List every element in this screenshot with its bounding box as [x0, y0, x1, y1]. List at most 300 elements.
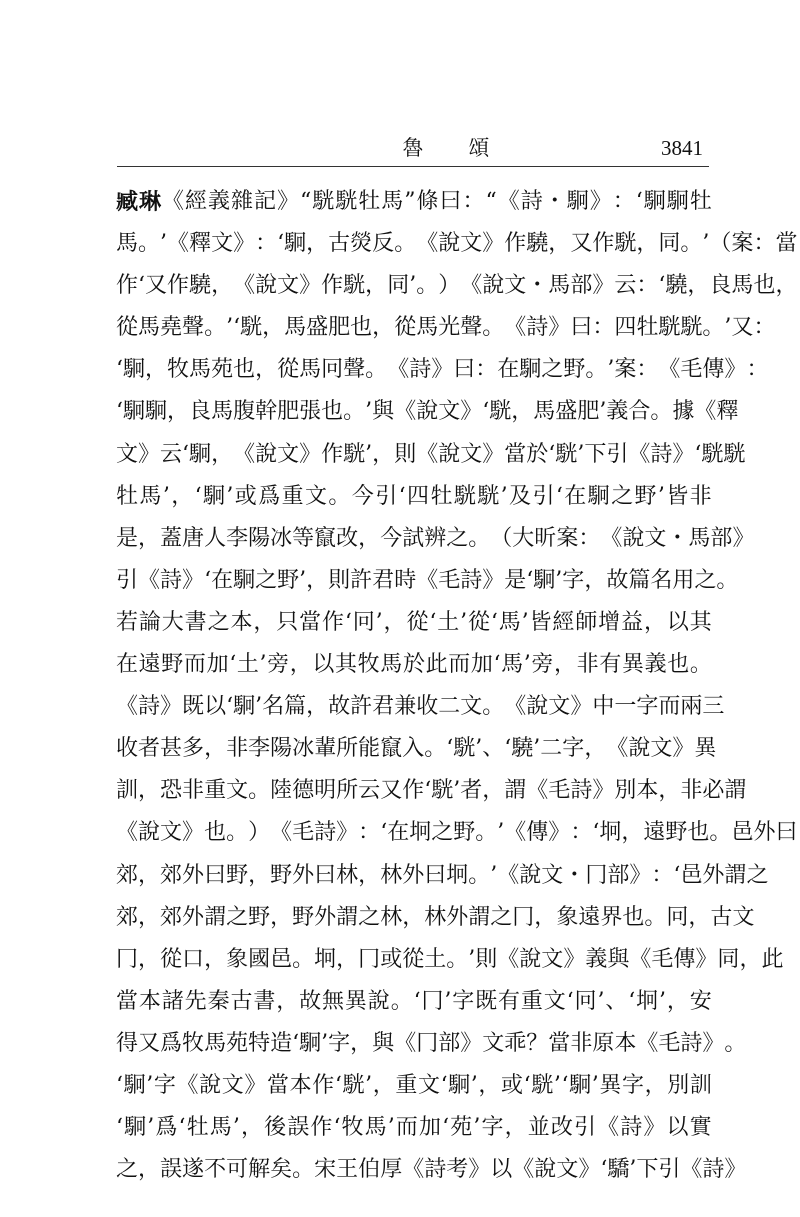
character: 厚 [380, 1157, 403, 1183]
character: ’ [521, 609, 529, 635]
character: ， [478, 1072, 501, 1098]
character: 《 [176, 1072, 199, 1098]
character: 野 [634, 483, 657, 509]
character: 冋 [574, 988, 597, 1014]
character: ： [612, 189, 635, 214]
character: 之 [490, 904, 513, 930]
character: 竄 [380, 736, 403, 762]
character: 而 [658, 694, 681, 720]
character: 文 [556, 1157, 579, 1183]
character: 《 [497, 946, 520, 972]
character: ’ [599, 399, 607, 425]
character: 。 [328, 483, 351, 509]
character: ， [643, 609, 666, 635]
character: 異 [599, 1072, 622, 1098]
character: 篇 [628, 567, 651, 593]
character: 駉 [566, 189, 589, 214]
character: 駉 [123, 1072, 146, 1098]
character: 既 [182, 694, 205, 720]
character: 》 [563, 946, 586, 972]
character: ” [404, 189, 416, 214]
character: ‘ [226, 694, 234, 720]
character: 外 [292, 862, 315, 888]
character: 》 [629, 862, 652, 888]
character: ‘ [116, 357, 123, 383]
character: ‘ [446, 736, 454, 762]
text-line [116, 686, 725, 728]
character: 人 [204, 525, 227, 551]
character: 一 [614, 694, 637, 720]
character: 只 [276, 609, 299, 635]
character: 》 [460, 1030, 483, 1056]
character: 說 [199, 1072, 222, 1098]
character: 》 [182, 820, 205, 846]
character: 》 [695, 946, 718, 972]
character: 也 [687, 820, 710, 846]
character: 而 [448, 652, 471, 678]
character: ‘ [116, 399, 123, 425]
character: 四 [614, 315, 637, 341]
character: ： [570, 820, 593, 846]
character: 字 [452, 988, 475, 1014]
character: ， [171, 483, 194, 509]
character: 重 [204, 778, 227, 804]
character: ’ [497, 820, 505, 846]
character: 文 [482, 1030, 505, 1056]
text-line [116, 307, 776, 349]
character: 。 [394, 231, 417, 257]
character: ‘ [334, 1072, 342, 1098]
character: 收 [116, 736, 139, 762]
character: 釋 [189, 231, 212, 257]
character: 作 [312, 1072, 335, 1098]
character: 王 [336, 1157, 359, 1183]
character: 遂 [182, 1157, 205, 1183]
character: 四 [407, 483, 430, 509]
character: 是 [504, 567, 527, 593]
character: 文 [305, 483, 328, 509]
character: 土 [424, 946, 447, 972]
character: 謂 [204, 904, 227, 930]
character: ‘ [592, 820, 600, 846]
character: ’ [724, 315, 732, 341]
character: 爲 [258, 483, 281, 509]
character: 謂 [336, 904, 359, 930]
character: 本 [636, 778, 659, 804]
character: 駉 [123, 357, 146, 383]
character: 字 [481, 1115, 504, 1141]
character: 異 [344, 988, 367, 1014]
character: ‘ [424, 778, 432, 804]
character: 引 [116, 567, 139, 593]
character: 謂 [468, 904, 491, 930]
character: 《 [116, 820, 139, 846]
character: 經 [185, 189, 208, 214]
character: 傳 [526, 820, 549, 846]
character: 重 [281, 483, 304, 509]
character: ‘ [194, 483, 202, 509]
character: 遠 [643, 820, 666, 846]
character: 《 [167, 231, 190, 257]
character: 文 [460, 441, 483, 467]
character: 今 [351, 483, 374, 509]
text-line [116, 181, 712, 223]
character: 野 [453, 820, 476, 846]
character: ‘ [482, 399, 490, 425]
character: 《 [680, 1157, 703, 1183]
character: 牡 [636, 315, 659, 341]
character: ‘ [493, 652, 501, 678]
character: 竄 [314, 525, 337, 551]
character: 以 [666, 1115, 689, 1141]
character: ‘ [694, 441, 702, 467]
character: ’ [226, 483, 234, 509]
character: ’ [500, 483, 508, 509]
character: ， [666, 988, 689, 1014]
character: 冂 [512, 904, 535, 930]
character: 口 [182, 946, 205, 972]
character: ‘ [555, 483, 563, 509]
character: ‘ [333, 1115, 341, 1141]
character: 《 [233, 441, 256, 467]
character: ： [462, 189, 485, 214]
character: 爲 [160, 1030, 183, 1056]
character: 馬 [139, 483, 162, 509]
character: 作 [321, 441, 344, 467]
character: 苑 [450, 1115, 473, 1141]
character: 在 [387, 820, 410, 846]
character: 在 [211, 567, 234, 593]
character: 則 [394, 441, 417, 467]
character: 非 [570, 1030, 593, 1056]
character: 增 [598, 609, 621, 635]
text-line [116, 644, 712, 686]
text-line [116, 1023, 747, 1065]
text-line [116, 223, 798, 265]
character: 曰 [314, 862, 337, 888]
character: ， [358, 862, 381, 888]
character: ‘ [548, 441, 556, 467]
character: 文 [211, 231, 234, 257]
character: 引 [375, 483, 398, 509]
character: ’ [387, 1115, 395, 1141]
character: 以 [204, 694, 227, 720]
character: 《 [526, 778, 549, 804]
character: 馬 [381, 189, 404, 214]
character: 文 [460, 231, 483, 257]
character: 名 [650, 567, 673, 593]
character: 良 [189, 399, 212, 425]
character: 之 [207, 609, 230, 635]
character: 馬 [380, 652, 403, 678]
character: 說 [534, 1157, 557, 1183]
character: 冋 [352, 609, 375, 635]
character: 許 [350, 567, 373, 593]
character: 曰 [775, 820, 798, 846]
character: 駉 [233, 694, 256, 720]
character: 說 [367, 988, 390, 1014]
character: 野 [226, 862, 249, 888]
character: 《 [694, 399, 717, 425]
character: 驍 [526, 231, 549, 257]
character: 牧 [167, 357, 190, 383]
character: ， [644, 1072, 667, 1098]
character: 部 [438, 1030, 461, 1056]
character: 篇 [284, 694, 307, 720]
character: 《 [270, 820, 293, 846]
character: 不 [204, 1157, 227, 1183]
character: ， [548, 231, 571, 257]
character: 收 [416, 694, 439, 720]
character: 野 [292, 904, 315, 930]
character: 兼 [394, 694, 417, 720]
character: ’ [365, 1072, 373, 1098]
character: ’ [657, 483, 665, 509]
character: 駉 [587, 483, 610, 509]
character: ’ [460, 609, 468, 635]
character: 伯 [358, 1157, 381, 1183]
character: 《 [416, 231, 439, 257]
character: ， [658, 778, 681, 804]
character: 文 [504, 273, 527, 299]
character: 又 [138, 1030, 161, 1056]
character: 義 [208, 189, 231, 214]
page-number: 3841 [661, 136, 703, 160]
character: （ [709, 231, 732, 257]
character: ， [306, 231, 329, 257]
character: 大 [161, 609, 184, 635]
character: ， [255, 357, 278, 383]
character: 文 [438, 399, 461, 425]
character: ‘ [229, 652, 237, 678]
character: 當 [266, 1072, 289, 1098]
character: 於 [526, 441, 549, 467]
character: 《 [658, 357, 681, 383]
character: 本 [289, 1072, 312, 1098]
character: 》 [277, 189, 300, 214]
character: （ [490, 525, 513, 551]
character: 或 [380, 946, 403, 972]
character: 釋 [716, 399, 739, 425]
character: 。 [204, 315, 227, 341]
character: 駉 [233, 567, 256, 593]
character: 作 [167, 273, 190, 299]
character: ‘ [344, 609, 352, 635]
character: 。 [226, 820, 249, 846]
character: 非 [182, 778, 205, 804]
character: ， [482, 778, 505, 804]
character: 。 [644, 904, 667, 930]
character: 入 [402, 736, 425, 762]
character: 詩 [424, 1157, 447, 1183]
character: 外 [702, 862, 725, 888]
character: 作 [592, 231, 615, 257]
character: 馬 [501, 652, 524, 678]
character: 本 [138, 988, 161, 1014]
character: 《 [387, 357, 410, 383]
character: ’ [473, 1115, 481, 1141]
character: 詩 [138, 694, 161, 720]
character: 從 [277, 357, 300, 383]
character: 》 [233, 231, 256, 257]
character: 琳 [139, 189, 162, 215]
character: ， [204, 946, 227, 972]
character: 重 [520, 988, 543, 1014]
character: 《 [504, 694, 527, 720]
character: 。 [724, 1030, 747, 1056]
character: 所 [336, 736, 359, 762]
character: 案 [556, 525, 579, 551]
character: 解 [248, 1157, 271, 1183]
character: ‘ [442, 1115, 450, 1141]
character: 馬 [533, 399, 556, 425]
character: 君 [372, 567, 395, 593]
character: 改 [336, 525, 359, 551]
character: 《 [504, 315, 527, 341]
character: ‘ [628, 988, 636, 1014]
character: ‘ [566, 988, 574, 1014]
character: 案 [731, 231, 754, 257]
character: 堯 [160, 315, 183, 341]
character: 在 [497, 357, 520, 383]
character: 驍 [665, 273, 688, 299]
character: 外 [446, 904, 469, 930]
character: 當 [299, 609, 322, 635]
character: 駫 [312, 189, 335, 214]
character: 馬 [211, 399, 234, 425]
character: ， [167, 399, 190, 425]
character: 》 [724, 1157, 747, 1183]
character: ： [592, 315, 615, 341]
character: 》 [299, 273, 322, 299]
character: 訓 [116, 778, 139, 804]
character: 。 [468, 525, 491, 551]
character: ’ [160, 231, 168, 257]
character: 本 [230, 609, 253, 635]
character: 》 [643, 1115, 666, 1141]
character: ， [138, 778, 161, 804]
character: 經 [552, 609, 575, 635]
character: 說 [526, 694, 549, 720]
character: 下 [636, 1157, 659, 1183]
character: 若 [116, 609, 139, 635]
character: ‘ [292, 1030, 300, 1056]
character: 駉 [124, 1115, 147, 1141]
character: ’ [475, 736, 483, 762]
character: 《 [504, 820, 527, 846]
character: ） [248, 820, 271, 846]
character: ・ [563, 862, 586, 888]
character: 詩 [526, 315, 549, 341]
character: ， [138, 946, 161, 972]
character: 外 [182, 862, 205, 888]
character: 與 [372, 1030, 395, 1056]
character: 乖 [504, 1030, 527, 1056]
character: 馬 [548, 273, 571, 299]
character: 書 [184, 609, 207, 635]
character: 誤 [160, 1157, 183, 1183]
character: 冋 [321, 357, 344, 383]
character: ， [687, 273, 710, 299]
character: 毛 [658, 1030, 681, 1056]
character: 非 [689, 483, 712, 509]
character: 林 [424, 904, 447, 930]
character: 毛 [548, 778, 571, 804]
character: 野 [665, 820, 688, 846]
text-line [116, 897, 755, 939]
character: 訓 [689, 1072, 712, 1098]
character: 也 [667, 652, 690, 678]
character: ， [372, 315, 395, 341]
character: 》 [578, 1157, 601, 1183]
character: ： [753, 315, 776, 341]
character: 曰 [424, 862, 447, 888]
character: 曰 [570, 315, 593, 341]
character: 》 [336, 820, 359, 846]
character: 師 [575, 609, 598, 635]
character: 與 [607, 946, 630, 972]
character: 陽 [248, 525, 271, 551]
character: 《 [402, 1157, 425, 1183]
character: ？ [526, 1030, 549, 1056]
character: 。 [416, 273, 439, 299]
character: ’ [226, 315, 234, 341]
character: 等 [292, 525, 315, 551]
character: ’ [365, 441, 373, 467]
character: 《 [116, 694, 139, 720]
character: ， [534, 904, 557, 930]
character: 昕 [534, 525, 557, 551]
character: 象 [226, 946, 249, 972]
character: 土 [437, 609, 460, 635]
character: 中 [592, 694, 615, 720]
character: 部 [607, 862, 630, 888]
character: 同 [658, 231, 681, 257]
text-line [116, 518, 755, 560]
character: 之 [226, 904, 249, 930]
character: 皆 [666, 483, 689, 509]
character: 於 [402, 652, 425, 678]
character: ’ [553, 1072, 561, 1098]
character: 今 [380, 525, 403, 551]
text-line [116, 602, 712, 644]
character: 部 [710, 525, 733, 551]
character: ， [372, 1072, 395, 1098]
character: ’ [255, 694, 263, 720]
body-text [116, 181, 798, 1191]
character: ， [138, 904, 161, 930]
character: ‘ [380, 820, 388, 846]
character: ‘ [635, 189, 643, 214]
character: 駉 [666, 189, 689, 214]
character: 。 [650, 399, 673, 425]
character: 外 [314, 904, 337, 930]
character: 》 [482, 567, 505, 593]
character: 許 [350, 694, 373, 720]
character: 多 [182, 736, 205, 762]
character: 牡 [358, 189, 381, 214]
character: 反 [372, 231, 395, 257]
character: 謂 [724, 862, 747, 888]
character: 或 [501, 1072, 524, 1098]
character: 牧 [341, 1115, 364, 1141]
character: 曰 [204, 862, 227, 888]
character: 云 [358, 778, 381, 804]
character: 爲 [155, 1115, 178, 1141]
text-line [116, 476, 712, 518]
character: 土 [236, 652, 259, 678]
character: ： [475, 357, 498, 383]
